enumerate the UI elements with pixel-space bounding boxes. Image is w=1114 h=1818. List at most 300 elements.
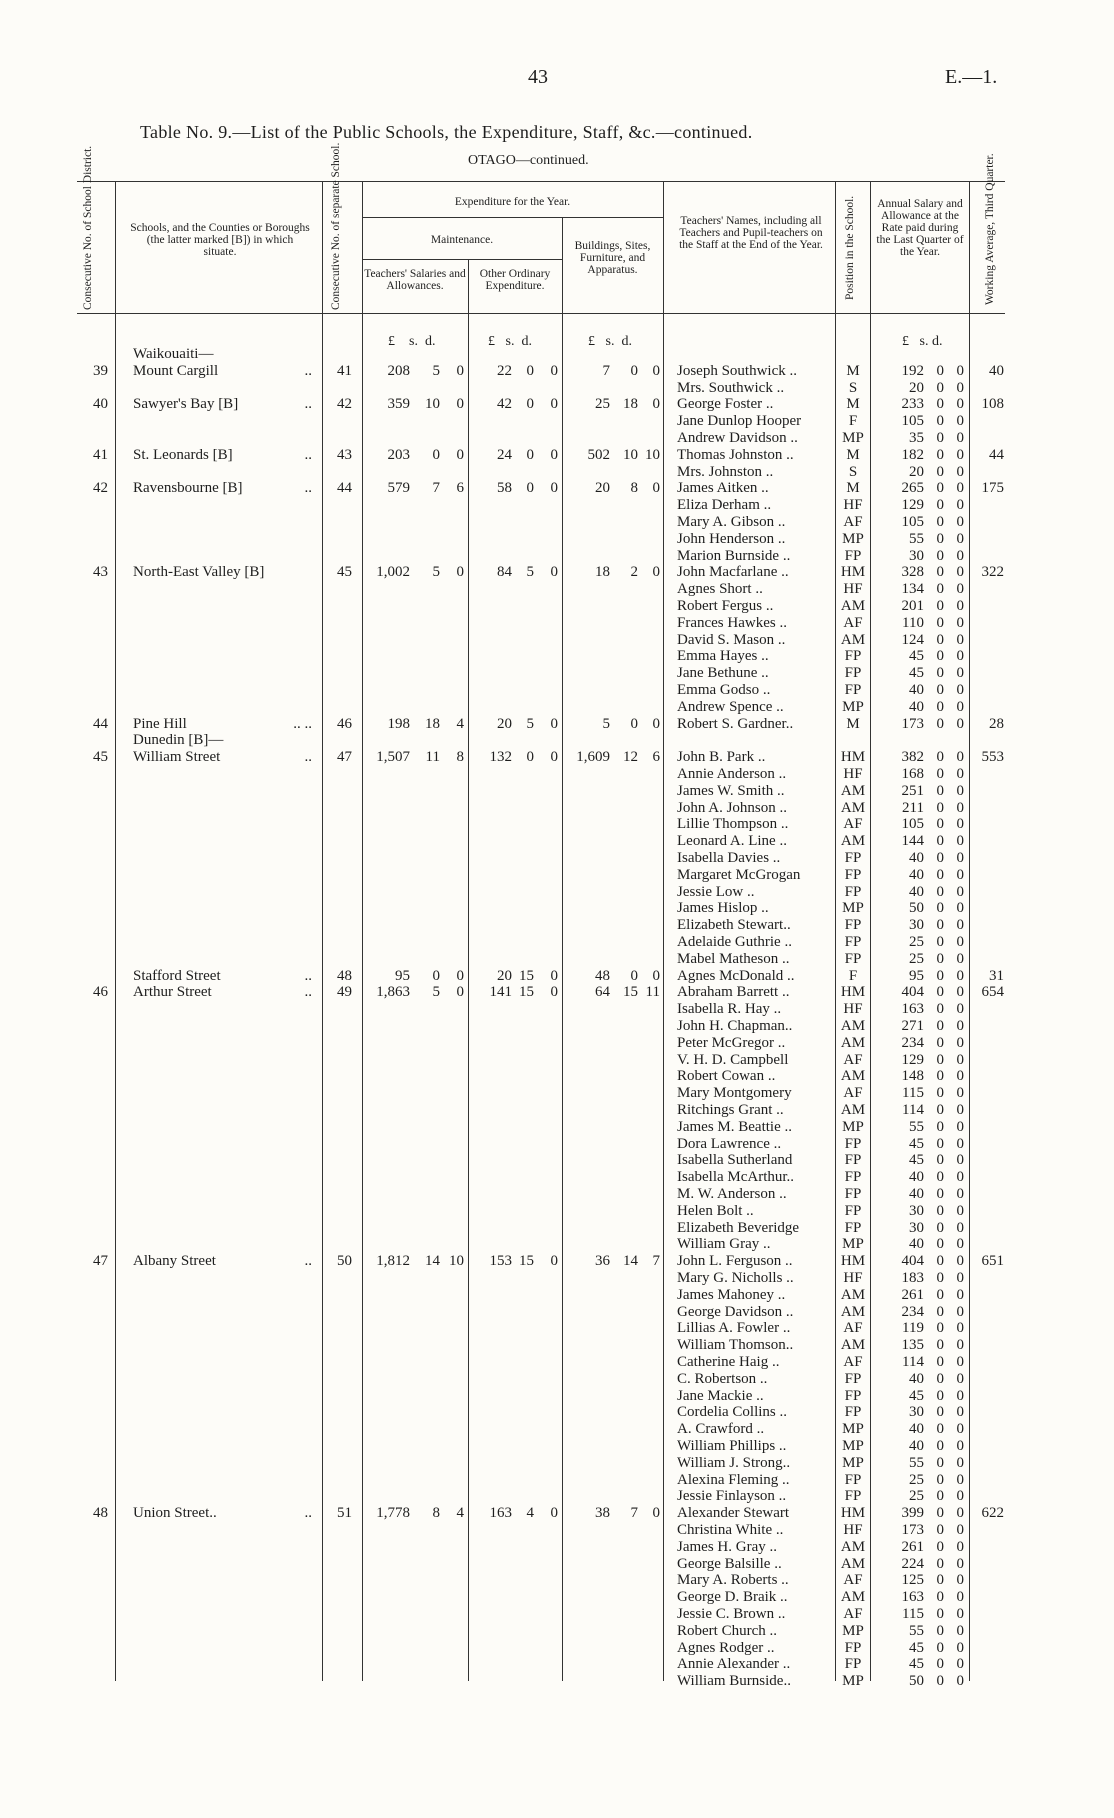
school-number: 48 [337,968,352,984]
header-school-no: Consecutive No. of separate School. [330,142,342,310]
salaries-shillings: 5 [432,564,440,580]
teacher-salary-pence: 0 [956,1320,964,1336]
teacher-name: Agnes Short .. [677,581,763,597]
teacher-salary-pounds: 40 [909,850,924,866]
teacher-position: FP [844,1488,862,1504]
school-name: William Street [133,749,221,765]
teacher-salary-shillings: 0 [936,1673,944,1689]
salaries-pounds: 1,002 [376,564,410,580]
teacher-salary-pounds: 40 [909,1236,924,1252]
teacher-salary-pounds: 20 [909,380,924,396]
buildings-shillings: 12 [623,749,638,765]
teacher-salary-pence: 0 [956,564,964,580]
teacher-salary-pounds: 110 [902,615,924,631]
teacher-position: AM [840,800,866,816]
teacher-name: Joseph Southwick .. [677,363,797,379]
teacher-name: M. W. Anderson .. [677,1186,787,1202]
teacher-position: AF [843,1052,863,1068]
salaries-pence: 4 [456,716,464,732]
school-number: 44 [337,480,352,496]
teacher-name: A. Crawford .. [677,1421,765,1437]
teacher-salary-pounds: 399 [901,1505,924,1521]
buildings-pounds: 18 [595,564,610,580]
teacher-salary-pence: 0 [956,1136,964,1152]
other-shillings: 0 [526,363,534,379]
teacher-name: Lillie Thompson .. [677,816,789,832]
teacher-salary-shillings: 0 [936,1018,944,1034]
teacher-position: M [846,396,860,412]
teacher-position: FP [844,867,862,883]
teacher-salary-pence: 0 [956,581,964,597]
salaries-pounds: 1,507 [376,749,410,765]
teacher-salary-pounds: 95 [909,968,924,984]
teacher-salary-pounds: 261 [901,1539,924,1555]
school-number: 51 [337,1505,352,1521]
teacher-position: MP [842,1421,864,1437]
teacher-position: FP [844,934,862,950]
teacher-name: Mary A. Gibson .. [677,514,786,530]
salaries-pence: 6 [456,480,464,496]
salaries-shillings: 0 [432,968,440,984]
other-shillings: 4 [526,1505,534,1521]
school-name: Dunedin [B]— [133,732,224,748]
teacher-salary-shillings: 0 [936,1152,944,1168]
teacher-salary-pence: 0 [956,1052,964,1068]
teacher-salary-pounds: 45 [909,648,924,664]
buildings-pence: 11 [645,984,660,1000]
other-shillings: 0 [526,749,534,765]
teacher-position: MP [842,1623,864,1639]
teacher-position: MP [842,900,864,916]
teacher-position: FP [844,850,862,866]
salaries-shillings: 5 [432,984,440,1000]
teacher-salary-shillings: 0 [936,514,944,530]
teacher-position: AM [840,833,866,849]
teacher-salary-pounds: 201 [901,598,924,614]
currency-other: £ s. d. [488,334,532,349]
buildings-pence: 6 [652,749,660,765]
teacher-position: AM [840,1068,866,1084]
teacher-salary-shillings: 0 [936,1572,944,1588]
teacher-salary-pounds: 129 [901,497,924,513]
teacher-salary-shillings: 0 [936,648,944,664]
teacher-salary-shillings: 0 [936,783,944,799]
teacher-salary-shillings: 0 [936,531,944,547]
teacher-salary-pence: 0 [956,548,964,564]
teacher-position: AM [840,1556,866,1572]
other-pence: 0 [550,716,558,732]
teacher-position: AM [840,632,866,648]
salaries-pence: 0 [456,396,464,412]
teacher-salary-shillings: 0 [936,1522,944,1538]
teacher-salary-pounds: 163 [901,1589,924,1605]
teacher-position: MP [842,531,864,547]
teacher-position: AF [843,816,863,832]
header-salary: Annual Salary and Allowance at the Rate paid during the Last Quarter of the Year. [876,198,964,258]
teacher-salary-pence: 0 [956,1505,964,1521]
teacher-salary-pounds: 45 [909,1152,924,1168]
district-number: 41 [93,447,108,463]
teacher-salary-shillings: 0 [936,716,944,732]
teacher-salary-pounds: 115 [902,1085,924,1101]
teacher-salary-pence: 0 [956,1438,964,1454]
leader-dots: .. [304,396,312,412]
teacher-salary-pence: 0 [956,917,964,933]
teacher-salary-pounds: 45 [909,1136,924,1152]
teacher-salary-shillings: 0 [936,749,944,765]
teacher-name: V. H. D. Campbell [677,1052,789,1068]
leader-dots: .. [304,363,312,379]
salaries-pence: 0 [456,363,464,379]
teacher-salary-shillings: 0 [936,984,944,1000]
teacher-salary-pence: 0 [956,665,964,681]
teacher-salary-shillings: 0 [936,1388,944,1404]
teacher-name: Helen Bolt .. [677,1203,754,1219]
salaries-pounds: 1,812 [376,1253,410,1269]
teacher-salary-pounds: 173 [901,1522,924,1538]
teacher-salary-pence: 0 [956,1220,964,1236]
teacher-salary-pounds: 25 [909,1488,924,1504]
teacher-salary-pounds: 271 [901,1018,924,1034]
teacher-name: George Foster .. [677,396,774,412]
salaries-pounds: 203 [387,447,410,463]
teacher-position: F [848,413,858,429]
teacher-salary-shillings: 0 [936,816,944,832]
teacher-salary-pence: 0 [956,749,964,765]
buildings-pence: 0 [652,363,660,379]
teacher-position: FP [844,884,862,900]
teacher-salary-shillings: 0 [936,1136,944,1152]
buildings-pounds: 48 [595,968,610,984]
teacher-position: MP [842,1236,864,1252]
teacher-salary-pounds: 224 [901,1556,924,1572]
teacher-salary-pounds: 233 [901,396,924,412]
teacher-salary-pounds: 50 [909,1673,924,1689]
currency-salaries: £ s. d. [388,334,436,349]
other-pounds: 42 [497,396,512,412]
teacher-salary-shillings: 0 [936,1337,944,1353]
buildings-pence: 10 [645,447,660,463]
school-name: Albany Street [133,1253,216,1269]
buildings-pounds: 36 [595,1253,610,1269]
header-district-no: Consecutive No. of School District. [82,145,94,310]
school-name: Stafford Street [133,968,221,984]
teacher-salary-pounds: 182 [901,447,924,463]
teacher-position: FP [844,1136,862,1152]
teacher-name: Annie Anderson .. [677,766,787,782]
teacher-name: James Mahoney .. [677,1287,786,1303]
salaries-shillings: 5 [432,363,440,379]
salaries-pence: 10 [449,1253,464,1269]
teacher-position: AF [843,1320,863,1336]
teacher-name: Jessie C. Brown .. [677,1606,786,1622]
currency-buildings: £ s. d. [588,334,632,349]
salaries-pence: 8 [456,749,464,765]
teacher-salary-pence: 0 [956,464,964,480]
other-pence: 0 [550,749,558,765]
school-number: 47 [337,749,352,765]
teacher-name: Isabella R. Hay .. [677,1001,782,1017]
teacher-salary-pence: 0 [956,1606,964,1622]
teacher-name: John H. Chapman.. [677,1018,793,1034]
other-pence: 0 [550,564,558,580]
teacher-salary-shillings: 0 [936,430,944,446]
teacher-salary-shillings: 0 [936,1236,944,1252]
teacher-position: FP [844,1388,862,1404]
teacher-position: HF [843,1522,863,1538]
teacher-name: Andrew Spence .. [677,699,784,715]
buildings-shillings: 14 [623,1253,638,1269]
teacher-salary-shillings: 0 [936,548,944,564]
teacher-name: Annie Alexander .. [677,1656,791,1672]
other-pence: 0 [550,363,558,379]
teacher-name: Margaret McGrogan [677,867,801,883]
other-pounds: 20 [497,968,512,984]
teacher-position: MP [842,699,864,715]
teacher-salary-shillings: 0 [936,1606,944,1622]
teacher-salary-shillings: 0 [936,968,944,984]
teacher-salary-pence: 0 [956,1304,964,1320]
teacher-position: AF [843,514,863,530]
teacher-salary-shillings: 0 [936,1035,944,1051]
salaries-shillings: 10 [425,396,440,412]
teacher-salary-pence: 0 [956,984,964,1000]
district-number: 46 [93,984,108,1000]
region-subtitle: OTAGO—continued. [468,153,589,168]
teacher-salary-pounds: 40 [909,1169,924,1185]
working-average: 108 [981,396,1004,412]
working-average: 175 [981,480,1004,496]
buildings-pounds: 38 [595,1505,610,1521]
school-name: Arthur Street [133,984,212,1000]
teacher-name: Dora Lawrence .. [677,1136,782,1152]
teacher-salary-pounds: 45 [909,1640,924,1656]
teacher-name: James M. Beattie .. [677,1119,792,1135]
other-pounds: 84 [497,564,512,580]
teacher-salary-shillings: 0 [936,867,944,883]
buildings-shillings: 0 [630,968,638,984]
teacher-name: Adelaide Guthrie .. [677,934,792,950]
teacher-salary-pounds: 40 [909,699,924,715]
header-other: Other Ordinary Expenditure. [479,268,551,292]
teacher-salary-pounds: 119 [902,1320,924,1336]
teacher-name: Isabella Davies .. [677,850,781,866]
teacher-salary-pence: 0 [956,480,964,496]
teacher-salary-pence: 0 [956,1236,964,1252]
teacher-salary-pounds: 404 [901,1253,924,1269]
school-number: 43 [337,447,352,463]
teacher-salary-pence: 0 [956,1253,964,1269]
teacher-salary-pounds: 40 [909,682,924,698]
other-pounds: 132 [489,749,512,765]
teacher-salary-pence: 0 [956,413,964,429]
teacher-salary-shillings: 0 [936,598,944,614]
teacher-salary-pounds: 105 [901,816,924,832]
teacher-salary-pounds: 40 [909,1371,924,1387]
salaries-pounds: 359 [387,396,410,412]
teacher-name: James H. Gray .. [677,1539,777,1555]
teacher-name: George Balsille .. [677,1556,782,1572]
teacher-position: FP [844,1203,862,1219]
teacher-position: MP [842,430,864,446]
teacher-position: AM [840,1035,866,1051]
teacher-name: George D. Braik .. [677,1589,788,1605]
teacher-position: S [848,464,858,480]
teacher-salary-pounds: 183 [901,1270,924,1286]
school-number: 49 [337,984,352,1000]
working-average: 553 [981,749,1004,765]
salaries-pounds: 208 [387,363,410,379]
teacher-name: Mary A. Roberts .. [677,1572,789,1588]
school-name: Waikouaiti— [133,346,214,362]
salaries-pounds: 95 [395,968,410,984]
teacher-salary-pence: 0 [956,816,964,832]
teacher-salary-pence: 0 [956,1388,964,1404]
teacher-salary-pounds: 265 [901,480,924,496]
teacher-salary-shillings: 0 [936,1404,944,1420]
teacher-salary-pence: 0 [956,1472,964,1488]
teacher-salary-shillings: 0 [936,1623,944,1639]
buildings-shillings: 8 [630,480,638,496]
teacher-salary-pounds: 148 [901,1068,924,1084]
school-number: 45 [337,564,352,580]
leader-dots: .. [304,749,312,765]
teacher-salary-shillings: 0 [936,800,944,816]
buildings-shillings: 10 [623,447,638,463]
school-number: 41 [337,363,352,379]
teacher-name: Jane Mackie .. [677,1388,764,1404]
buildings-pounds: 502 [587,447,610,463]
other-pence: 0 [550,968,558,984]
other-shillings: 5 [526,564,534,580]
teacher-salary-pence: 0 [956,1488,964,1504]
teacher-position: FP [844,1186,862,1202]
teacher-name: Jane Bethune .. [677,665,769,681]
teacher-salary-pounds: 114 [902,1102,924,1118]
teacher-name: Mabel Matheson .. [677,951,790,967]
buildings-pence: 7 [652,1253,660,1269]
teacher-name: Robert S. Gardner.. [677,716,794,732]
teacher-salary-pence: 0 [956,531,964,547]
teacher-name: Leonard A. Line .. [677,833,787,849]
teacher-salary-pounds: 328 [901,564,924,580]
page-number: 43 [528,66,548,88]
teacher-salary-pounds: 251 [901,783,924,799]
teacher-salary-shillings: 0 [936,884,944,900]
teacher-salary-pence: 0 [956,783,964,799]
teacher-name: Emma Hayes .. [677,648,769,664]
teacher-salary-pence: 0 [956,648,964,664]
teacher-salary-shillings: 0 [936,1354,944,1370]
salaries-pounds: 1,778 [376,1505,410,1521]
teacher-salary-pence: 0 [956,1102,964,1118]
teacher-position: M [846,480,860,496]
teacher-salary-pence: 0 [956,1035,964,1051]
teacher-position: MP [842,1673,864,1689]
teacher-name: Robert Fergus .. [677,598,774,614]
teacher-salary-pounds: 35 [909,430,924,446]
teacher-salary-pounds: 404 [901,984,924,1000]
teacher-name: Mary G. Nicholls .. [677,1270,794,1286]
teacher-salary-shillings: 0 [936,447,944,463]
teacher-name: Lillias A. Fowler .. [677,1320,791,1336]
teacher-salary-shillings: 0 [936,1539,944,1555]
teacher-position: HF [843,1001,863,1017]
teacher-salary-pence: 0 [956,699,964,715]
teacher-salary-pence: 0 [956,1455,964,1471]
teacher-salary-shillings: 0 [936,699,944,715]
header-average: Working Average, Third Quarter. [984,153,996,305]
teacher-position: HM [840,984,866,1000]
other-shillings: 5 [526,716,534,732]
teacher-salary-pence: 0 [956,1203,964,1219]
teacher-position: AF [843,1085,863,1101]
other-pence: 0 [550,447,558,463]
teacher-salary-pence: 0 [956,430,964,446]
teacher-salary-pence: 0 [956,968,964,984]
school-name: Sawyer's Bay [B] [133,396,239,412]
teacher-name: Catherine Haig .. [677,1354,780,1370]
teacher-salary-pounds: 30 [909,1220,924,1236]
teacher-name: Agnes McDonald .. [677,968,795,984]
district-number: 47 [93,1253,108,1269]
teacher-position: AM [840,1589,866,1605]
leader-dots: .. [304,1505,312,1521]
teacher-salary-pence: 0 [956,766,964,782]
teacher-position: FP [844,951,862,967]
district-number: 39 [93,363,108,379]
teacher-position: HM [840,1505,866,1521]
teacher-name: Cordelia Collins .. [677,1404,787,1420]
other-pounds: 58 [497,480,512,496]
teacher-salary-shillings: 0 [936,833,944,849]
teacher-position: AM [840,783,866,799]
school-name: St. Leonards [B] [133,447,233,463]
salaries-pounds: 579 [387,480,410,496]
teacher-salary-shillings: 0 [936,564,944,580]
teacher-name: Alexander Stewart [677,1505,790,1521]
salaries-shillings: 18 [425,716,440,732]
teacher-salary-shillings: 0 [936,1320,944,1336]
teacher-position: FP [844,682,862,698]
teacher-salary-pence: 0 [956,1001,964,1017]
teacher-salary-shillings: 0 [936,1287,944,1303]
district-number: 44 [93,716,108,732]
teacher-name: John L. Ferguson .. [677,1253,793,1269]
teacher-salary-shillings: 0 [936,1186,944,1202]
teacher-name: Elizabeth Stewart.. [677,917,791,933]
teacher-salary-pence: 0 [956,1287,964,1303]
teacher-name: William Phillips .. [677,1438,787,1454]
teacher-position: AF [843,1606,863,1622]
teacher-salary-pence: 0 [956,682,964,698]
salaries-shillings: 8 [432,1505,440,1521]
buildings-pounds: 5 [602,716,610,732]
teacher-name: Eliza Derham .. [677,497,772,513]
leader-dots: .. [304,984,312,1000]
teacher-salary-pounds: 25 [909,934,924,950]
teacher-position: FP [844,648,862,664]
leader-dots: .. [304,1253,312,1269]
teacher-salary-shillings: 0 [936,1455,944,1471]
teacher-name: Abraham Barrett .. [677,984,790,1000]
header-schools: Schools, and the Counties or Boroughs (the latter marked [B]) in which situate. [130,222,310,258]
teacher-salary-pence: 0 [956,632,964,648]
teacher-name: Elizabeth Beveridge [677,1220,800,1236]
teacher-salary-shillings: 0 [936,1421,944,1437]
district-number: 43 [93,564,108,580]
teacher-name: Jane Dunlop Hooper [677,413,802,429]
